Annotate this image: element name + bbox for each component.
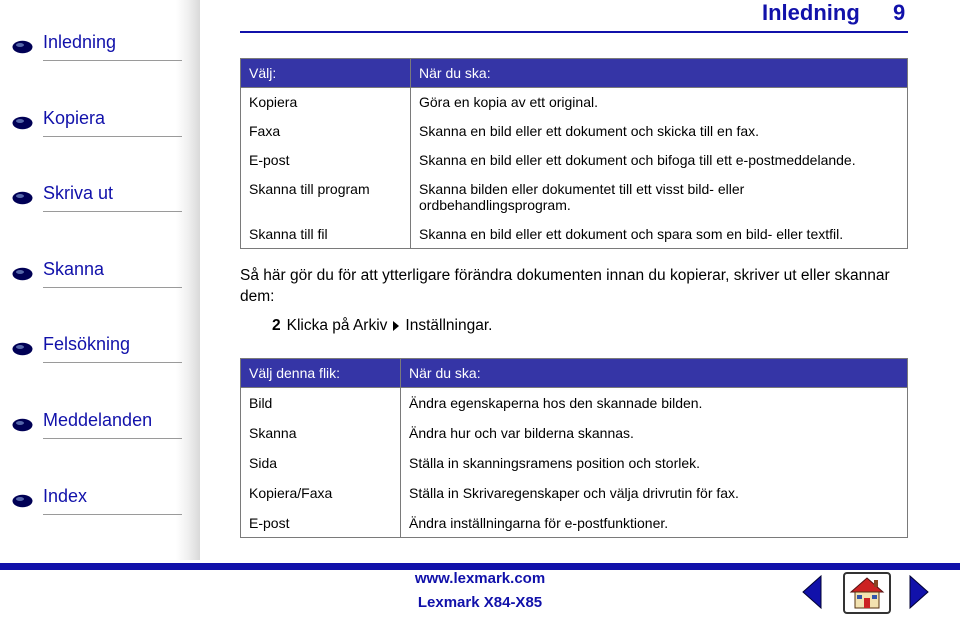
bullet-icon (12, 494, 33, 508)
table-header-row (241, 59, 908, 88)
table-cell: Skanna till program (241, 175, 411, 220)
table-header-cell: När du ska: (411, 59, 908, 88)
divider (43, 60, 182, 61)
table-cell: Kopiera (241, 88, 411, 117)
page-title: Inledning (762, 0, 860, 25)
sidebar-item-skanna[interactable] (12, 255, 182, 295)
table-header-row (241, 359, 908, 388)
divider (43, 211, 182, 212)
table-row (241, 388, 908, 418)
table-cell: Ändra hur och var bilderna skannas. (401, 418, 908, 448)
sidebar-item-label: Felsökning (43, 334, 131, 354)
step-text-after: Inställningar. (405, 317, 493, 334)
table-cell: Sida (241, 448, 401, 478)
bullet-icon (12, 418, 33, 432)
sidebar-item-kopiera[interactable] (12, 104, 182, 144)
sidebar (0, 0, 200, 560)
bullet-icon (12, 116, 33, 130)
sidebar-item-label: Skriva ut (43, 183, 114, 203)
table-row (241, 220, 908, 249)
table-row (241, 508, 908, 538)
table-row (241, 146, 908, 175)
instruction-paragraph: Så här gör du för att ytterligare förändra dokumenten innan du kopierar, skriver ut eller skannar dem: (240, 267, 890, 305)
divider (43, 287, 182, 288)
page-number: 9 (893, 0, 906, 25)
divider (43, 514, 182, 515)
table-cell: Ställa in skanningsramens position och storlek. (401, 448, 908, 478)
table-cell: Skanna en bild eller ett dokument och skicka till en fax. (411, 117, 908, 146)
bullet-icon (12, 342, 33, 356)
options-table (240, 58, 908, 249)
step-instruction (272, 317, 492, 335)
table-cell: Göra en kopia av ett original. (411, 88, 908, 117)
step-number: 2 (272, 317, 281, 334)
sidebar-item-meddelanden[interactable] (12, 406, 182, 446)
sidebar-item-skriva-ut[interactable] (12, 179, 182, 219)
table-row (241, 448, 908, 478)
bullet-icon (12, 191, 33, 205)
sidebar-item-label: Kopiera (43, 108, 106, 128)
sidebar-item-inledning[interactable] (12, 28, 182, 68)
sidebar-item-label: Index (43, 486, 88, 506)
footer-bar (0, 563, 960, 570)
divider (43, 362, 182, 363)
table-cell: E-post (241, 508, 401, 538)
table-cell: Skanna (241, 418, 401, 448)
divider (43, 136, 182, 137)
divider (43, 438, 182, 439)
table-cell: Bild (241, 388, 401, 418)
table-row (241, 88, 908, 117)
footer-url-link[interactable]: www.lexmark.com (414, 570, 546, 587)
table-row (241, 175, 908, 220)
bullet-icon (12, 267, 33, 281)
table-header-cell: Välj denna flik: (241, 359, 401, 388)
table-cell: Skanna en bild eller ett dokument och spara som en bild- eller textfil. (411, 220, 908, 249)
home-icon[interactable] (843, 572, 891, 614)
sidebar-item-label: Meddelanden (43, 410, 153, 430)
sidebar-item-index[interactable] (12, 482, 182, 522)
tabs-table (240, 358, 908, 538)
table-cell: Skanna en bild eller ett dokument och bifoga till ett e-postmeddelande. (411, 146, 908, 175)
table-row (241, 117, 908, 146)
table-cell: Skanna bilden eller dokumentet till ett visst bild- eller ordbehandlingsprogram. (411, 175, 908, 220)
table-row (241, 418, 908, 448)
table-cell: Faxa (241, 117, 411, 146)
sidebar-item-label: Inledning (43, 32, 117, 52)
sidebar-item-label: Skanna (43, 259, 105, 279)
sidebar-item-felsokning[interactable] (12, 330, 182, 370)
table-cell: Ställa in Skrivaregenskaper och välja drivrutin för fax. (401, 478, 908, 508)
table-cell: Ändra inställningarna för e-postfunktioner. (401, 508, 908, 538)
step-text-before: Klicka på Arkiv (286, 317, 388, 334)
table-header-cell: Välj: (241, 59, 411, 88)
menu-arrow-icon (393, 321, 399, 331)
forward-arrow-icon[interactable] (908, 574, 930, 610)
table-cell: Ändra egenskaperna hos den skannade bilden. (401, 388, 908, 418)
back-arrow-icon[interactable] (801, 574, 823, 610)
table-row (241, 478, 908, 508)
bullet-icon (12, 40, 33, 54)
table-header-cell: När du ska: (401, 359, 908, 388)
table-cell: Kopiera/Faxa (241, 478, 401, 508)
table-cell: E-post (241, 146, 411, 175)
footer-model: Lexmark X84-X85 (417, 594, 543, 611)
table-cell: Skanna till fil (241, 220, 411, 249)
header-divider (240, 31, 908, 33)
